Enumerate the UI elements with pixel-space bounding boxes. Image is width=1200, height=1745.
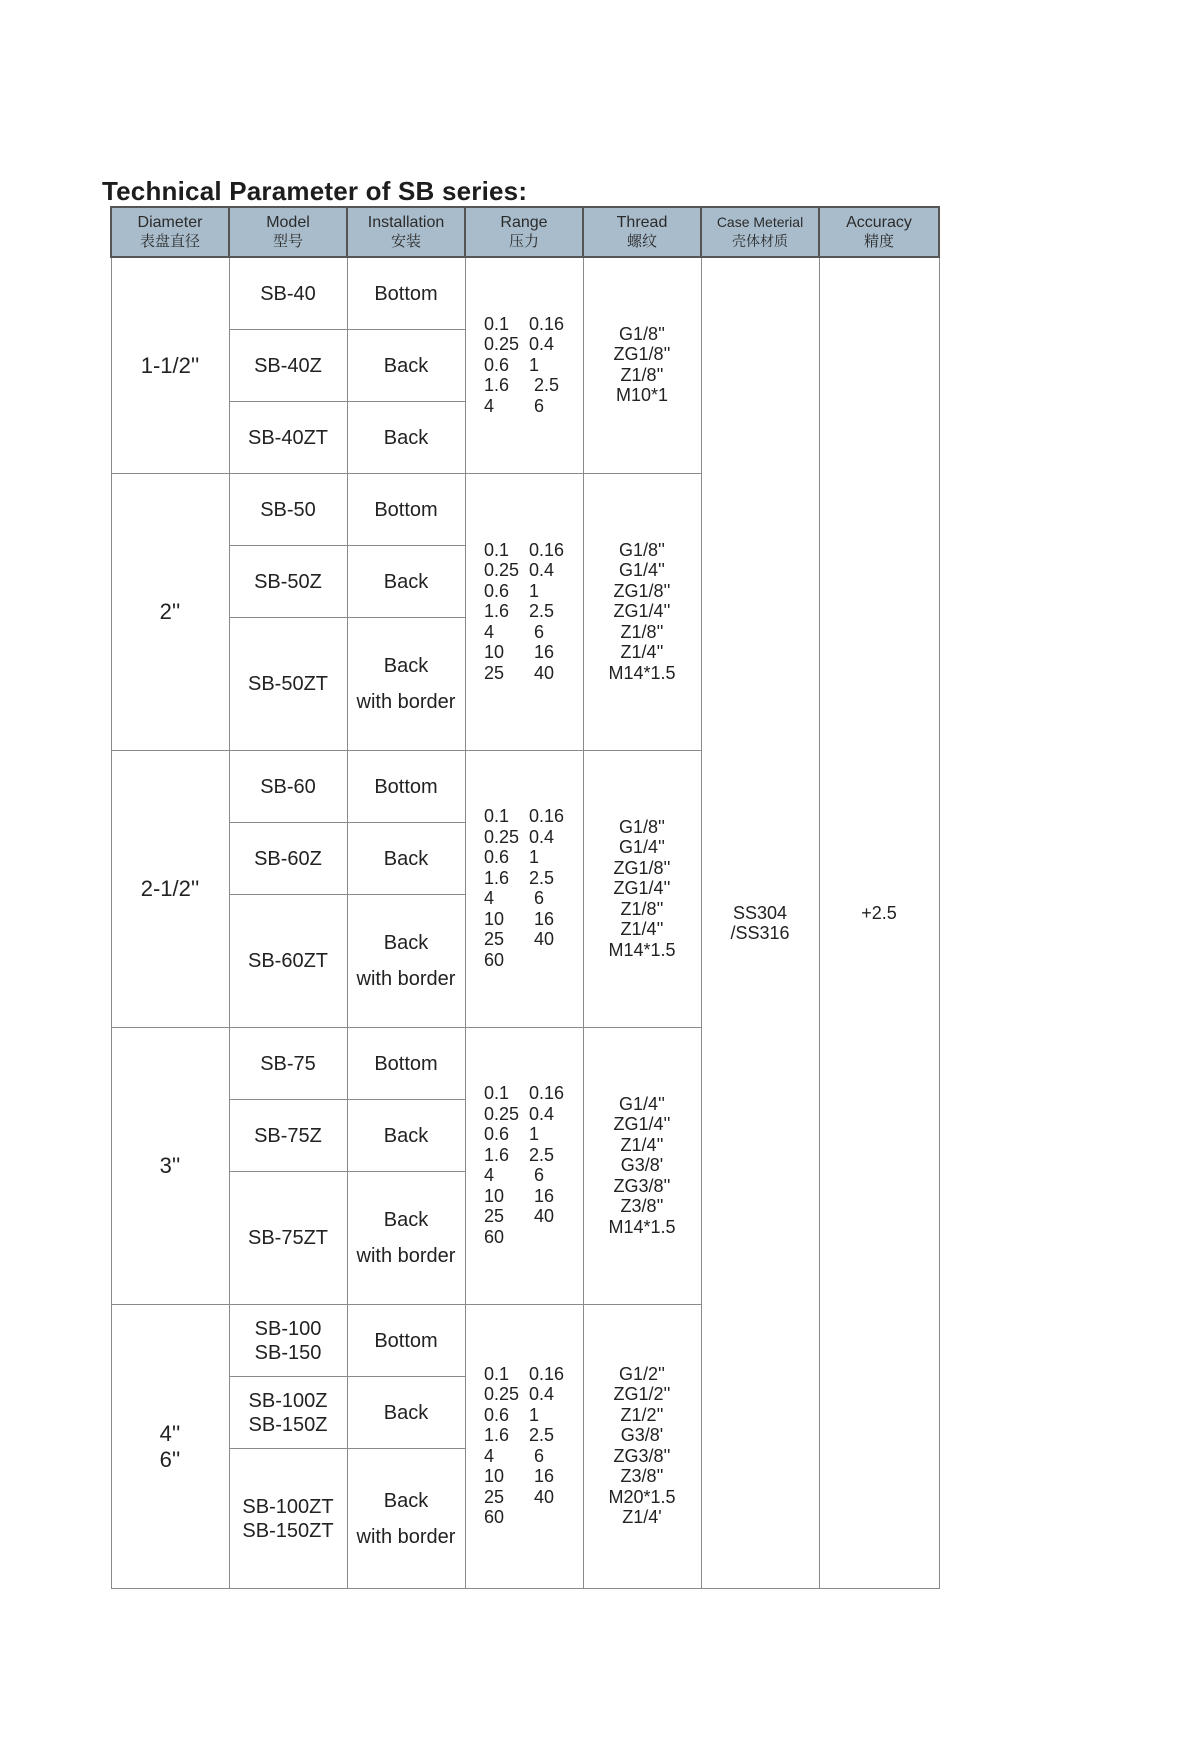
table-row xyxy=(111,257,939,330)
range-line: 60 xyxy=(483,1507,504,1528)
diameter-value: 3'' xyxy=(159,1153,181,1178)
installation-value: with border xyxy=(356,1245,456,1267)
installation-value: with border xyxy=(356,968,456,990)
installation-value: with border xyxy=(356,691,456,713)
model-cell xyxy=(229,1377,347,1449)
installation-value-stack xyxy=(348,1401,465,1425)
diameter-value-stack xyxy=(112,353,229,379)
model-cell xyxy=(229,1100,347,1172)
header-case-material xyxy=(701,207,819,257)
diameter-cell xyxy=(111,1028,229,1305)
range-line: 0.1 0.16 xyxy=(483,806,565,827)
installation-value: Back xyxy=(383,426,429,449)
model-cell xyxy=(229,895,347,1028)
range-cell xyxy=(465,1305,583,1589)
thread-line: M14*1.5 xyxy=(608,1216,676,1237)
model-value: SB-100ZT xyxy=(242,1495,334,1518)
installation-cell xyxy=(347,1305,465,1377)
installation-value-stack xyxy=(348,925,465,997)
thread-line: G1/8'' xyxy=(619,323,665,344)
model-value: SB-100 xyxy=(254,1317,322,1340)
model-value-stack xyxy=(230,847,347,871)
installation-value: Bottom xyxy=(374,282,438,305)
installation-value-stack xyxy=(348,648,465,720)
header-installation xyxy=(347,207,465,257)
range-cell xyxy=(465,751,583,1028)
model-value: SB-150ZT xyxy=(242,1519,334,1542)
header-thread-en: Thread xyxy=(616,214,668,231)
model-value: SB-60ZT xyxy=(247,950,329,972)
range-line-stack xyxy=(484,1364,564,1528)
installation-value: Back xyxy=(383,655,429,677)
range-line: 0.25 0.4 xyxy=(483,560,555,580)
installation-value-stack xyxy=(348,1124,465,1148)
model-value-stack xyxy=(230,354,347,378)
diameter-value: 2-1/2'' xyxy=(140,876,200,901)
thread-cell xyxy=(583,751,701,1028)
installation-value: with border xyxy=(356,1525,456,1548)
installation-value-stack xyxy=(348,1202,465,1274)
installation-value: Back xyxy=(383,354,429,377)
thread-line-stack xyxy=(608,540,675,684)
header-case-material-zh: 壳体材质 xyxy=(732,233,788,249)
range-line: 0.6 1 xyxy=(483,1124,540,1145)
range-line: 25 40 xyxy=(483,929,555,950)
installation-cell xyxy=(347,823,465,895)
model-value: SB-50ZT xyxy=(247,673,329,695)
thread-line: ZG1/4'' xyxy=(613,601,671,621)
header-model-en: Model xyxy=(266,214,310,231)
installation-cell xyxy=(347,1377,465,1449)
thread-cell xyxy=(583,1028,701,1305)
range-line: 10 16 xyxy=(483,642,555,662)
installation-cell xyxy=(347,1449,465,1589)
model-value-stack xyxy=(230,1124,347,1148)
range-line: 1.6 2.5 xyxy=(483,867,555,888)
thread-line: M20*1.5 xyxy=(608,1486,676,1507)
model-cell xyxy=(229,618,347,751)
thread-line: ZG3/8'' xyxy=(613,1175,671,1196)
thread-line: M10*1 xyxy=(615,385,669,406)
header-model xyxy=(229,207,347,257)
installation-value: Bottom xyxy=(374,775,438,798)
installation-cell xyxy=(347,402,465,474)
thread-line: M14*1.5 xyxy=(608,939,676,960)
range-line: 0.1 0.16 xyxy=(483,313,565,334)
model-value: SB-100Z xyxy=(248,1389,328,1412)
installation-value-stack xyxy=(348,282,465,306)
diameter-value: 1-1/2'' xyxy=(140,352,200,378)
range-line: 0.25 0.4 xyxy=(483,1103,555,1124)
range-line: 0.25 0.4 xyxy=(483,1384,555,1405)
header-row xyxy=(111,207,939,257)
model-value: SB-60Z xyxy=(254,847,322,870)
range-line: 0.25 0.4 xyxy=(483,334,555,354)
spec-table-body xyxy=(111,257,939,1589)
thread-line: ZG1/4'' xyxy=(613,878,671,898)
range-line: 0.25 0.4 xyxy=(483,826,555,847)
thread-cell xyxy=(583,257,701,474)
thread-cell xyxy=(583,1305,701,1589)
installation-cell xyxy=(347,751,465,823)
model-cell xyxy=(229,823,347,895)
diameter-value-stack xyxy=(112,599,229,625)
diameter-cell xyxy=(111,751,229,1028)
model-value-stack xyxy=(230,1317,347,1365)
accuracy-cell xyxy=(819,257,939,1589)
header-diameter-zh: 表盘直径 xyxy=(139,233,200,250)
thread-line: G1/8'' xyxy=(619,539,665,560)
installation-value-stack xyxy=(348,426,465,450)
thread-line: Z1/4' xyxy=(622,1507,662,1528)
model-value-stack xyxy=(230,570,347,594)
model-cell xyxy=(229,751,347,823)
header-accuracy-zh: 精度 xyxy=(863,233,894,250)
thread-cell xyxy=(583,474,701,751)
range-line: 0.6 1 xyxy=(483,580,540,601)
thread-line: ZG1/8'' xyxy=(613,580,671,601)
header-accuracy-en: Accuracy xyxy=(846,214,912,231)
installation-value: Back xyxy=(383,570,429,593)
thread-line-stack xyxy=(608,1094,675,1238)
diameter-value-stack xyxy=(112,876,229,902)
header-installation-zh: 安装 xyxy=(390,233,421,250)
range-line: 1.6 2.5 xyxy=(483,375,560,395)
model-cell xyxy=(229,546,347,618)
installation-cell xyxy=(347,257,465,330)
installation-value-stack xyxy=(348,498,465,522)
header-installation-en: Installation xyxy=(367,214,445,231)
range-line-stack xyxy=(484,806,564,970)
model-value: SB-150Z xyxy=(248,1413,328,1436)
model-cell xyxy=(229,1028,347,1100)
thread-line: ZG3/8'' xyxy=(613,1445,671,1466)
installation-value: Back xyxy=(383,1489,429,1512)
range-line: 0.1 0.16 xyxy=(483,539,565,560)
installation-value: Back xyxy=(383,847,429,870)
thread-line: G1/4'' xyxy=(619,560,665,580)
model-value: SB-75ZT xyxy=(247,1227,329,1249)
thread-line: ZG1/4'' xyxy=(613,1114,671,1134)
range-line: 4 6 xyxy=(483,888,544,909)
thread-line: M14*1.5 xyxy=(608,662,676,683)
range-line: 0.1 0.16 xyxy=(483,1363,565,1384)
diameter-value-stack xyxy=(112,1153,229,1179)
thread-line: ZG1/8'' xyxy=(613,344,671,365)
installation-cell xyxy=(347,1172,465,1305)
model-value-stack xyxy=(230,949,347,973)
installation-value: Back xyxy=(383,1401,429,1424)
model-value-stack xyxy=(230,1052,347,1076)
model-cell xyxy=(229,1172,347,1305)
model-value: SB-60 xyxy=(260,775,316,798)
installation-value: Bottom xyxy=(374,498,438,521)
range-line-stack xyxy=(484,1083,564,1247)
range-line: 25 40 xyxy=(483,1206,555,1227)
header-range xyxy=(465,207,583,257)
diameter-value: 2'' xyxy=(159,599,181,624)
range-line: 25 40 xyxy=(483,662,555,683)
range-line: 10 16 xyxy=(483,1185,555,1206)
thread-line: Z1/4'' xyxy=(620,1134,664,1155)
header-diameter xyxy=(111,207,229,257)
model-value-stack xyxy=(230,775,347,799)
diameter-value: 6'' xyxy=(159,1446,181,1472)
header-accuracy xyxy=(819,207,939,257)
model-cell xyxy=(229,1305,347,1377)
thread-line: Z1/4'' xyxy=(620,919,664,939)
model-value: SB-75 xyxy=(260,1052,316,1075)
header-range-zh: 压力 xyxy=(508,233,539,250)
installation-value-stack xyxy=(348,1329,465,1353)
header-range-en: Range xyxy=(500,214,548,231)
header-case-material-en: Case Meterial xyxy=(716,214,804,230)
model-value: SB-150 xyxy=(254,1341,322,1364)
model-cell xyxy=(229,1449,347,1589)
diameter-cell xyxy=(111,474,229,751)
thread-line: Z3/8'' xyxy=(620,1466,664,1487)
model-value-stack xyxy=(230,1226,347,1250)
thread-line: Z3/8'' xyxy=(620,1196,664,1216)
range-line: 1.6 2.5 xyxy=(483,1144,555,1165)
range-line: 4 6 xyxy=(483,395,544,416)
thread-line: Z1/8'' xyxy=(620,364,664,385)
range-line: 25 40 xyxy=(483,1486,555,1507)
range-line: 0.6 1 xyxy=(483,847,540,868)
installation-cell xyxy=(347,474,465,546)
range-line: 10 16 xyxy=(483,908,555,929)
installation-cell xyxy=(347,618,465,751)
accuracy-value: +2.5 xyxy=(861,903,897,923)
thread-line: Z1/8'' xyxy=(620,621,664,642)
header-diameter-en: Diameter xyxy=(137,214,203,231)
installation-value: Bottom xyxy=(374,1329,438,1352)
spec-table xyxy=(110,206,940,1589)
thread-line: Z1/8'' xyxy=(620,898,664,919)
model-value-stack xyxy=(230,672,347,696)
thread-line: ZG1/2'' xyxy=(613,1384,671,1405)
thread-line: Z1/4'' xyxy=(620,642,664,662)
model-value-stack xyxy=(230,1495,347,1543)
diameter-cell xyxy=(111,1305,229,1589)
diameter-value-stack xyxy=(112,1421,229,1473)
page-title: Technical Parameter of SB series: xyxy=(102,176,528,206)
model-cell xyxy=(229,330,347,402)
header-thread-zh: 螺纹 xyxy=(626,233,657,250)
installation-value: Back xyxy=(383,1124,429,1147)
range-line: 0.6 1 xyxy=(483,1404,540,1425)
thread-line: G1/4'' xyxy=(619,837,665,857)
model-value-stack xyxy=(230,282,347,306)
installation-value-stack xyxy=(348,570,465,594)
installation-cell xyxy=(347,1100,465,1172)
range-cell xyxy=(465,474,583,751)
installation-value: Back xyxy=(383,1209,429,1231)
installation-cell xyxy=(347,895,465,1028)
thread-line-stack xyxy=(608,817,675,961)
case-material-line1: SS304 xyxy=(732,903,788,923)
range-line: 4 6 xyxy=(483,1445,544,1466)
thread-line: G1/8'' xyxy=(619,816,665,837)
range-cell xyxy=(465,1028,583,1305)
installation-value-stack xyxy=(348,847,465,871)
range-line: 4 6 xyxy=(483,621,544,642)
thread-line: ZG1/8'' xyxy=(613,857,671,878)
diameter-value: 4'' xyxy=(159,1420,181,1446)
header-model-zh: 型号 xyxy=(272,233,303,250)
model-cell xyxy=(229,402,347,474)
model-value-stack xyxy=(230,498,347,522)
installation-value-stack xyxy=(348,1052,465,1076)
model-value: SB-50Z xyxy=(254,570,322,593)
model-value: SB-40 xyxy=(260,282,316,305)
model-value-stack xyxy=(230,426,347,450)
thread-line: G3/8' xyxy=(620,1155,664,1175)
range-line: 60 xyxy=(483,1226,504,1247)
range-line: 0.1 0.16 xyxy=(483,1083,565,1104)
thread-line: G3/8' xyxy=(620,1425,664,1446)
model-value: SB-40Z xyxy=(254,354,322,377)
range-line-stack xyxy=(484,314,564,417)
model-value: SB-40ZT xyxy=(247,426,329,449)
installation-cell xyxy=(347,1028,465,1100)
range-line: 60 xyxy=(483,949,504,970)
installation-value-stack xyxy=(348,354,465,378)
range-line: 1.6 2.5 xyxy=(483,601,555,621)
range-line: 10 16 xyxy=(483,1466,555,1487)
range-line: 4 6 xyxy=(483,1165,544,1186)
thread-line: G1/2'' xyxy=(619,1363,665,1384)
installation-value: Back xyxy=(383,932,429,954)
model-value: SB-50 xyxy=(260,498,316,521)
thread-line-stack xyxy=(614,324,671,406)
range-cell xyxy=(465,257,583,474)
thread-line: G1/4'' xyxy=(619,1093,665,1114)
diameter-cell xyxy=(111,257,229,474)
model-cell xyxy=(229,257,347,330)
header-thread xyxy=(583,207,701,257)
installation-value-stack xyxy=(348,1483,465,1555)
model-value-stack xyxy=(230,1389,347,1437)
thread-line-stack xyxy=(608,1364,675,1528)
model-value: SB-75Z xyxy=(254,1124,322,1147)
range-line: 1.6 2.5 xyxy=(483,1425,555,1446)
range-line: 0.6 1 xyxy=(483,354,540,375)
model-cell xyxy=(229,474,347,546)
thread-line: Z1/2'' xyxy=(620,1404,664,1425)
range-line-stack xyxy=(484,540,564,684)
installation-value: Bottom xyxy=(374,1052,438,1075)
installation-cell xyxy=(347,546,465,618)
case-material-cell xyxy=(701,257,819,1589)
installation-cell xyxy=(347,330,465,402)
case-material-line2: /SS316 xyxy=(730,923,790,943)
installation-value-stack xyxy=(348,775,465,799)
